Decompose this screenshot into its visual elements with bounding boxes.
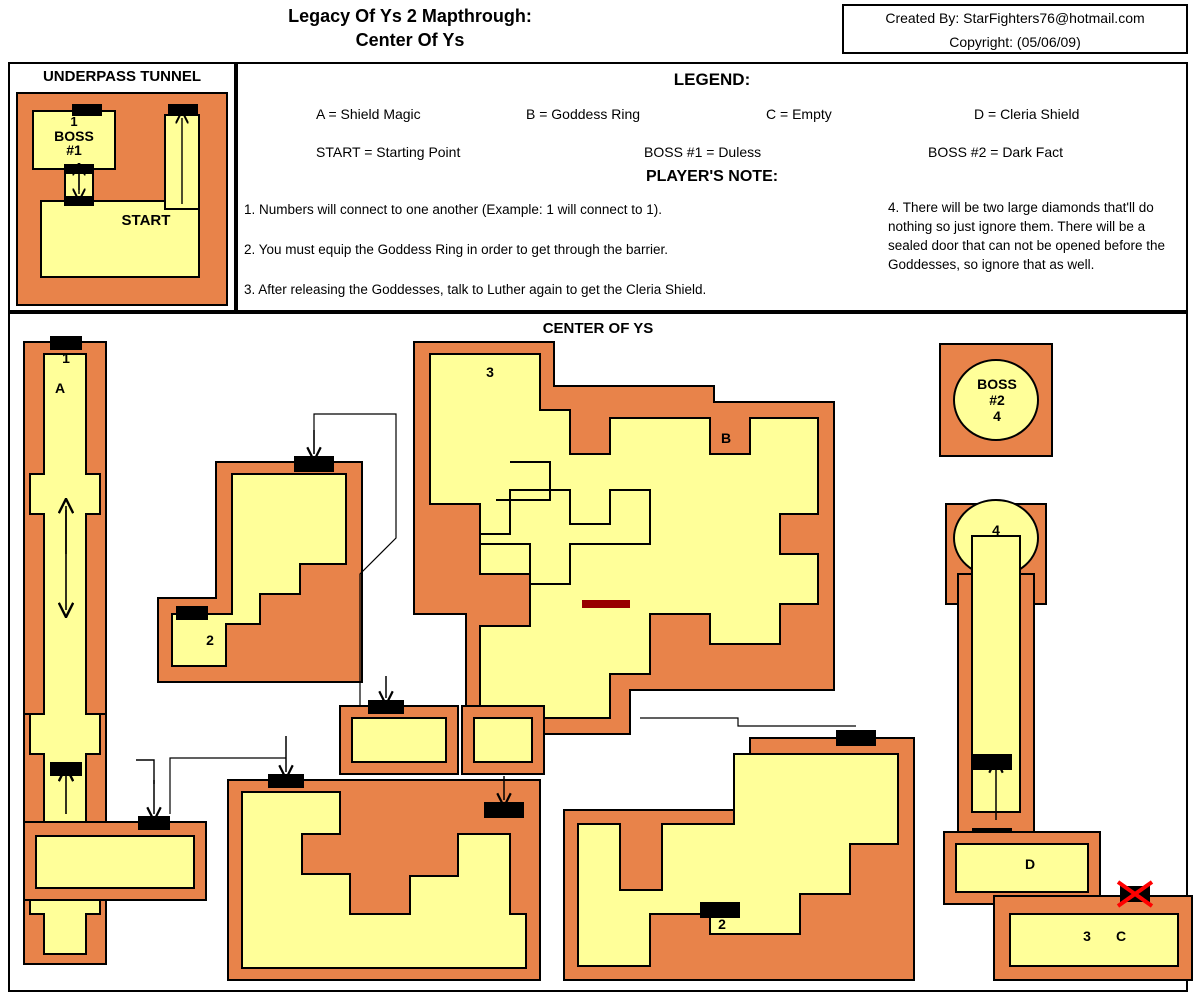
created-by-text: Created By: StarFighters76@hotmail.com (885, 10, 1145, 26)
label-item-a: A (54, 380, 66, 396)
region-room-2-left (158, 414, 396, 714)
credits-box (842, 4, 1188, 54)
copyright-text: Copyright: (05/06/09) (949, 34, 1081, 50)
player-note-1: 1. Numbers will connect to one another (Example: 1 will connect to 1). (244, 202, 662, 217)
label-boss2-line2: #2 (989, 392, 1005, 408)
underpass-tunnel-panel (8, 62, 236, 312)
label-room-2-bottom: 2 (718, 916, 726, 932)
title-line-2: Center Of Ys (355, 30, 465, 50)
legend-entry-a: A = Shield Magic (316, 106, 421, 122)
label-item-c: C (1115, 928, 1127, 944)
tunnel-start-label: START (121, 212, 171, 229)
underpass-tunnel-title: UNDERPASS TUNNEL (42, 68, 202, 85)
label-room-3-right: 3 (1083, 928, 1091, 944)
tunnel-arrows (18, 94, 230, 308)
region-central-complex (414, 342, 834, 742)
title-line-1: Legacy Of Ys 2 Mapthrough: (288, 6, 532, 26)
center-of-ys-panel (8, 312, 1188, 992)
legend-title: LEGEND: (673, 70, 751, 89)
label-room-1: 1 (62, 350, 70, 366)
legend-entry-c: C = Empty (766, 106, 832, 122)
players-note-title: PLAYER'S NOTE: (645, 168, 779, 185)
region-right-corridor (946, 500, 1046, 844)
legend-entry-boss2: BOSS #2 = Dark Fact (928, 144, 1063, 160)
underpass-tunnel-map (16, 92, 228, 306)
region-center-bottom-room (462, 706, 544, 774)
legend-entry-b: B = Goddess Ring (526, 106, 641, 122)
label-room-3: 3 (486, 364, 494, 380)
label-room-2-left: 2 (206, 632, 214, 648)
label-item-b: B (720, 430, 732, 446)
legend-entry-d: D = Cleria Shield (974, 106, 1080, 122)
center-of-ys-map (10, 314, 1186, 990)
label-boss2-room-number: 4 (993, 408, 1001, 424)
label-boss2-line1: BOSS (977, 376, 1017, 392)
tunnel-room-number: 1 (70, 114, 78, 129)
player-note-3: 3. After releasing the Goddesses, talk to Luther again to get the Cleria Shield. (244, 282, 707, 297)
label-room-4: 4 (992, 522, 1000, 538)
player-note-4: 4. There will be two large diamonds that'll do nothing so just ignore them. There will be a sealed door that can not be opened before the Goddesses, so ignore that as well. (888, 200, 1165, 272)
label-item-d: D (1024, 856, 1036, 872)
tunnel-boss-label-2: #1 (66, 142, 82, 158)
player-note-2: 2. You must equip the Goddess Ring in order to get through the barrier. (244, 242, 669, 257)
legend-panel (236, 62, 1188, 312)
tunnel-boss-label-1: BOSS (54, 128, 94, 144)
center-of-ys-title: CENTER OF YS (542, 320, 654, 337)
legend-entry-start: START = Starting Point (316, 144, 461, 160)
legend-entry-boss1: BOSS #1 = Duless (644, 144, 762, 160)
region-bottom-center-room (484, 718, 914, 980)
region-mid-connector-room (340, 676, 458, 774)
barrier (582, 600, 630, 608)
